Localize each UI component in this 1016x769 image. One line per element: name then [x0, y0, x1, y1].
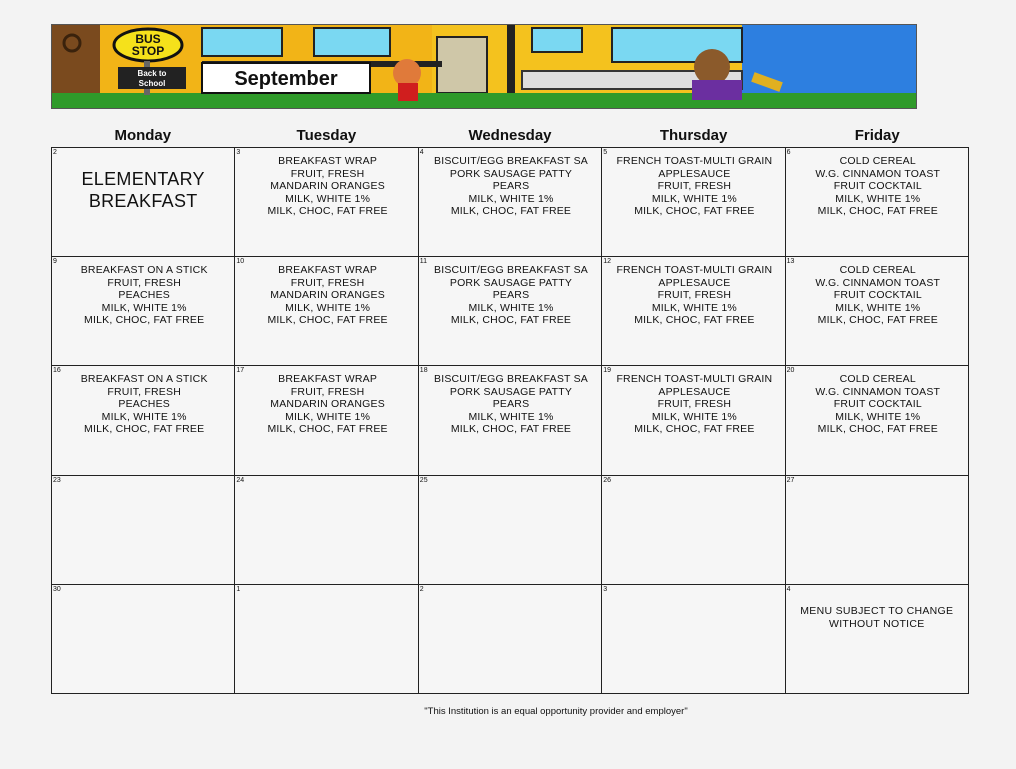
menu-item: MILK, CHOC, FAT FREE — [450, 423, 572, 436]
menu-item: FRENCH TOAST-MULTI GRAIN — [616, 373, 773, 386]
menu-item: MILK, WHITE 1% — [835, 192, 921, 205]
day-cell — [786, 148, 969, 257]
menu-item: FRENCH TOAST-MULTI GRAIN — [616, 264, 773, 277]
day-number: 3 — [236, 149, 241, 156]
menu-title-line: BREAKFAST — [88, 191, 198, 211]
day-number: 2 — [419, 585, 424, 593]
day-number: 9 — [53, 258, 57, 266]
sign-line2: School — [138, 79, 166, 88]
menu-item: PORK SAUSAGE PATTY — [449, 276, 573, 289]
day-cell — [602, 148, 785, 257]
menu-items — [792, 373, 964, 436]
day-number: 18 — [419, 367, 428, 375]
equal-opportunity-statement: "This Institution is an equal opportunity provider and employer" — [424, 706, 688, 717]
day-cell — [602, 585, 785, 694]
day-number: 27 — [786, 476, 795, 484]
menu-item: MILK, WHITE 1% — [468, 301, 554, 314]
menu-item: FRUIT COCKTAIL — [833, 289, 922, 302]
menu-item: MILK, WHITE 1% — [285, 192, 371, 205]
menu-items — [425, 373, 597, 436]
day-cell — [602, 257, 785, 366]
menu-item: MILK, CHOC, FAT FREE — [817, 205, 938, 217]
menu-item: MILK, CHOC, FAT FREE — [267, 423, 388, 436]
banner-illustration — [51, 24, 917, 109]
notice-line: MENU SUBJECT TO CHANGE — [800, 604, 954, 617]
day-number: 20 — [786, 367, 795, 375]
menu-title-line: ELEMENTARY — [81, 169, 205, 189]
menu-item: MILK, WHITE 1% — [101, 410, 187, 423]
day-number: 16 — [53, 367, 61, 375]
day-cell — [235, 366, 418, 475]
menu-item: MILK, CHOC, FAT FREE — [84, 314, 205, 327]
day-number: 30 — [53, 585, 61, 593]
menu-item: BISCUIT/EGG BREAKFAST SA — [434, 155, 588, 167]
menu-item: FRUIT, FRESH — [107, 276, 181, 289]
menu-item: MILK, WHITE 1% — [285, 410, 371, 423]
day-header-monday: Monday — [114, 127, 172, 144]
menu-item: FRUIT, FRESH — [290, 385, 365, 398]
menu-item: BREAKFAST ON A STICK — [80, 373, 208, 386]
menu-item: MILK, WHITE 1% — [101, 301, 187, 314]
menu-items — [792, 264, 964, 327]
menu-item: APPLESAUCE — [658, 167, 731, 180]
day-header-friday: Friday — [854, 127, 900, 144]
day-cell — [235, 585, 418, 694]
menu-item: MILK, WHITE 1% — [835, 301, 921, 314]
menu-item: PORK SAUSAGE PATTY — [449, 385, 573, 398]
day-number: 26 — [603, 476, 611, 484]
day-number: 12 — [603, 258, 611, 266]
day-number: 2 — [53, 149, 57, 156]
day-number: 25 — [419, 476, 428, 484]
menu-item: APPLESAUCE — [658, 276, 731, 289]
day-cell — [786, 366, 969, 475]
menu-item: FRUIT, FRESH — [290, 167, 365, 180]
menu-item: MILK, WHITE 1% — [468, 192, 554, 205]
notice-line: WITHOUT NOTICE — [828, 617, 925, 630]
day-number: 10 — [236, 258, 245, 266]
day-number: 3 — [603, 585, 608, 593]
menu-items — [241, 373, 413, 436]
menu-item: MILK, CHOC, FAT FREE — [634, 314, 755, 327]
day-cell — [602, 366, 785, 475]
menu-item: APPLESAUCE — [658, 385, 731, 398]
menu-item: MANDARIN ORANGES — [270, 180, 385, 192]
menu-item: MILK, CHOC, FAT FREE — [267, 314, 388, 327]
menu-item: W.G. CINNAMON TOAST — [815, 276, 941, 289]
menu-item: FRUIT, FRESH — [657, 398, 732, 411]
menu-items — [608, 373, 780, 436]
menu-item: W.G. CINNAMON TOAST — [815, 167, 941, 180]
day-cell — [52, 148, 235, 257]
menu-item: FRUIT COCKTAIL — [833, 180, 922, 192]
menu-item: BREAKFAST WRAP — [278, 264, 378, 277]
day-cell — [419, 366, 602, 475]
menu-item: BREAKFAST ON A STICK — [80, 264, 208, 277]
day-cell — [235, 257, 418, 366]
menu-title — [52, 168, 234, 212]
menu-item: MILK, WHITE 1% — [651, 192, 737, 205]
menu-items — [425, 264, 597, 327]
day-cell — [235, 148, 418, 257]
day-cell — [786, 257, 969, 366]
day-cell — [419, 148, 602, 257]
day-cell — [602, 476, 785, 585]
day-number: 24 — [236, 476, 245, 484]
banner-month: September — [234, 68, 338, 90]
menu-item: BREAKFAST WRAP — [278, 373, 378, 386]
menu-item: PEACHES — [118, 398, 170, 411]
day-header-thursday: Thursday — [659, 127, 728, 144]
day-number: 19 — [603, 367, 611, 375]
menu-item: MILK, CHOC, FAT FREE — [817, 314, 938, 327]
menu-item: PEACHES — [118, 289, 170, 302]
menu-items — [58, 264, 230, 327]
menu-item: PORK SAUSAGE PATTY — [449, 167, 573, 180]
menu-item: MILK, CHOC, FAT FREE — [84, 423, 205, 436]
day-cell — [786, 476, 969, 585]
menu-item: COLD CEREAL — [839, 155, 916, 167]
menu-item: MANDARIN ORANGES — [270, 289, 385, 302]
menu-item: MILK, CHOC, FAT FREE — [634, 423, 755, 436]
menu-item: MILK, CHOC, FAT FREE — [450, 205, 572, 217]
menu-item: BISCUIT/EGG BREAKFAST SA — [434, 264, 588, 277]
menu-item: FRUIT, FRESH — [657, 180, 732, 192]
menu-items — [58, 373, 230, 436]
menu-items — [608, 264, 780, 327]
day-cell — [419, 257, 602, 366]
day-number: 4 — [419, 149, 424, 156]
menu-item: BREAKFAST WRAP — [278, 155, 378, 167]
menu-item: FRUIT, FRESH — [290, 276, 365, 289]
menu-item: W.G. CINNAMON TOAST — [815, 385, 941, 398]
menu-item: MILK, WHITE 1% — [468, 410, 554, 423]
menu-item: FRUIT, FRESH — [657, 289, 732, 302]
weekday-header-row — [51, 124, 969, 148]
day-header-wednesday: Wednesday — [468, 127, 552, 144]
sign-line1: Back to — [137, 69, 167, 78]
bus-stop-line2: STOP — [131, 44, 165, 58]
menu-item: MILK, WHITE 1% — [285, 301, 371, 314]
menu-item: MILK, CHOC, FAT FREE — [817, 423, 938, 436]
menu-item: FRUIT COCKTAIL — [833, 398, 922, 411]
menu-change-notice — [786, 605, 968, 631]
day-number: 1 — [236, 585, 241, 593]
calendar-grid — [51, 147, 969, 694]
day-number: 11 — [419, 258, 428, 266]
menu-item: MILK, WHITE 1% — [835, 410, 921, 423]
menu-item: COLD CEREAL — [839, 373, 916, 386]
menu-item: MILK, WHITE 1% — [651, 410, 737, 423]
bus-stop-line1: BUS — [135, 32, 161, 46]
day-number: 5 — [603, 149, 608, 156]
day-cell — [52, 476, 235, 585]
menu-item: PEARS — [492, 180, 530, 192]
day-number: 4 — [786, 585, 791, 593]
day-cell — [235, 476, 418, 585]
school-bus-scene-image — [52, 25, 916, 108]
day-number: 23 — [53, 476, 61, 484]
menu-items — [792, 155, 964, 218]
menu-item: MILK, WHITE 1% — [651, 301, 737, 314]
menu-item: PEARS — [492, 398, 530, 411]
menu-item: MILK, CHOC, FAT FREE — [267, 205, 388, 217]
menu-items — [241, 264, 413, 327]
menu-items — [425, 155, 597, 218]
menu-item: MILK, CHOC, FAT FREE — [634, 205, 755, 217]
menu-item: MANDARIN ORANGES — [270, 398, 385, 411]
menu-item: FRUIT, FRESH — [107, 385, 181, 398]
menu-item: PEARS — [492, 289, 530, 302]
day-number: 17 — [236, 367, 245, 375]
day-header-tuesday: Tuesday — [296, 127, 357, 144]
day-cell — [52, 366, 235, 475]
day-number: 13 — [786, 258, 795, 266]
day-cell — [419, 585, 602, 694]
day-cell — [52, 257, 235, 366]
day-cell — [52, 585, 235, 694]
menu-item: FRENCH TOAST-MULTI GRAIN — [616, 155, 773, 167]
menu-item: COLD CEREAL — [839, 264, 916, 277]
menu-item: BISCUIT/EGG BREAKFAST SA — [434, 373, 588, 386]
menu-item: MILK, CHOC, FAT FREE — [450, 314, 572, 327]
day-number: 6 — [786, 149, 791, 156]
day-cell — [419, 476, 602, 585]
menu-items — [241, 155, 413, 218]
menu-items — [608, 155, 780, 218]
day-cell — [786, 585, 969, 694]
footer — [0, 706, 1016, 717]
